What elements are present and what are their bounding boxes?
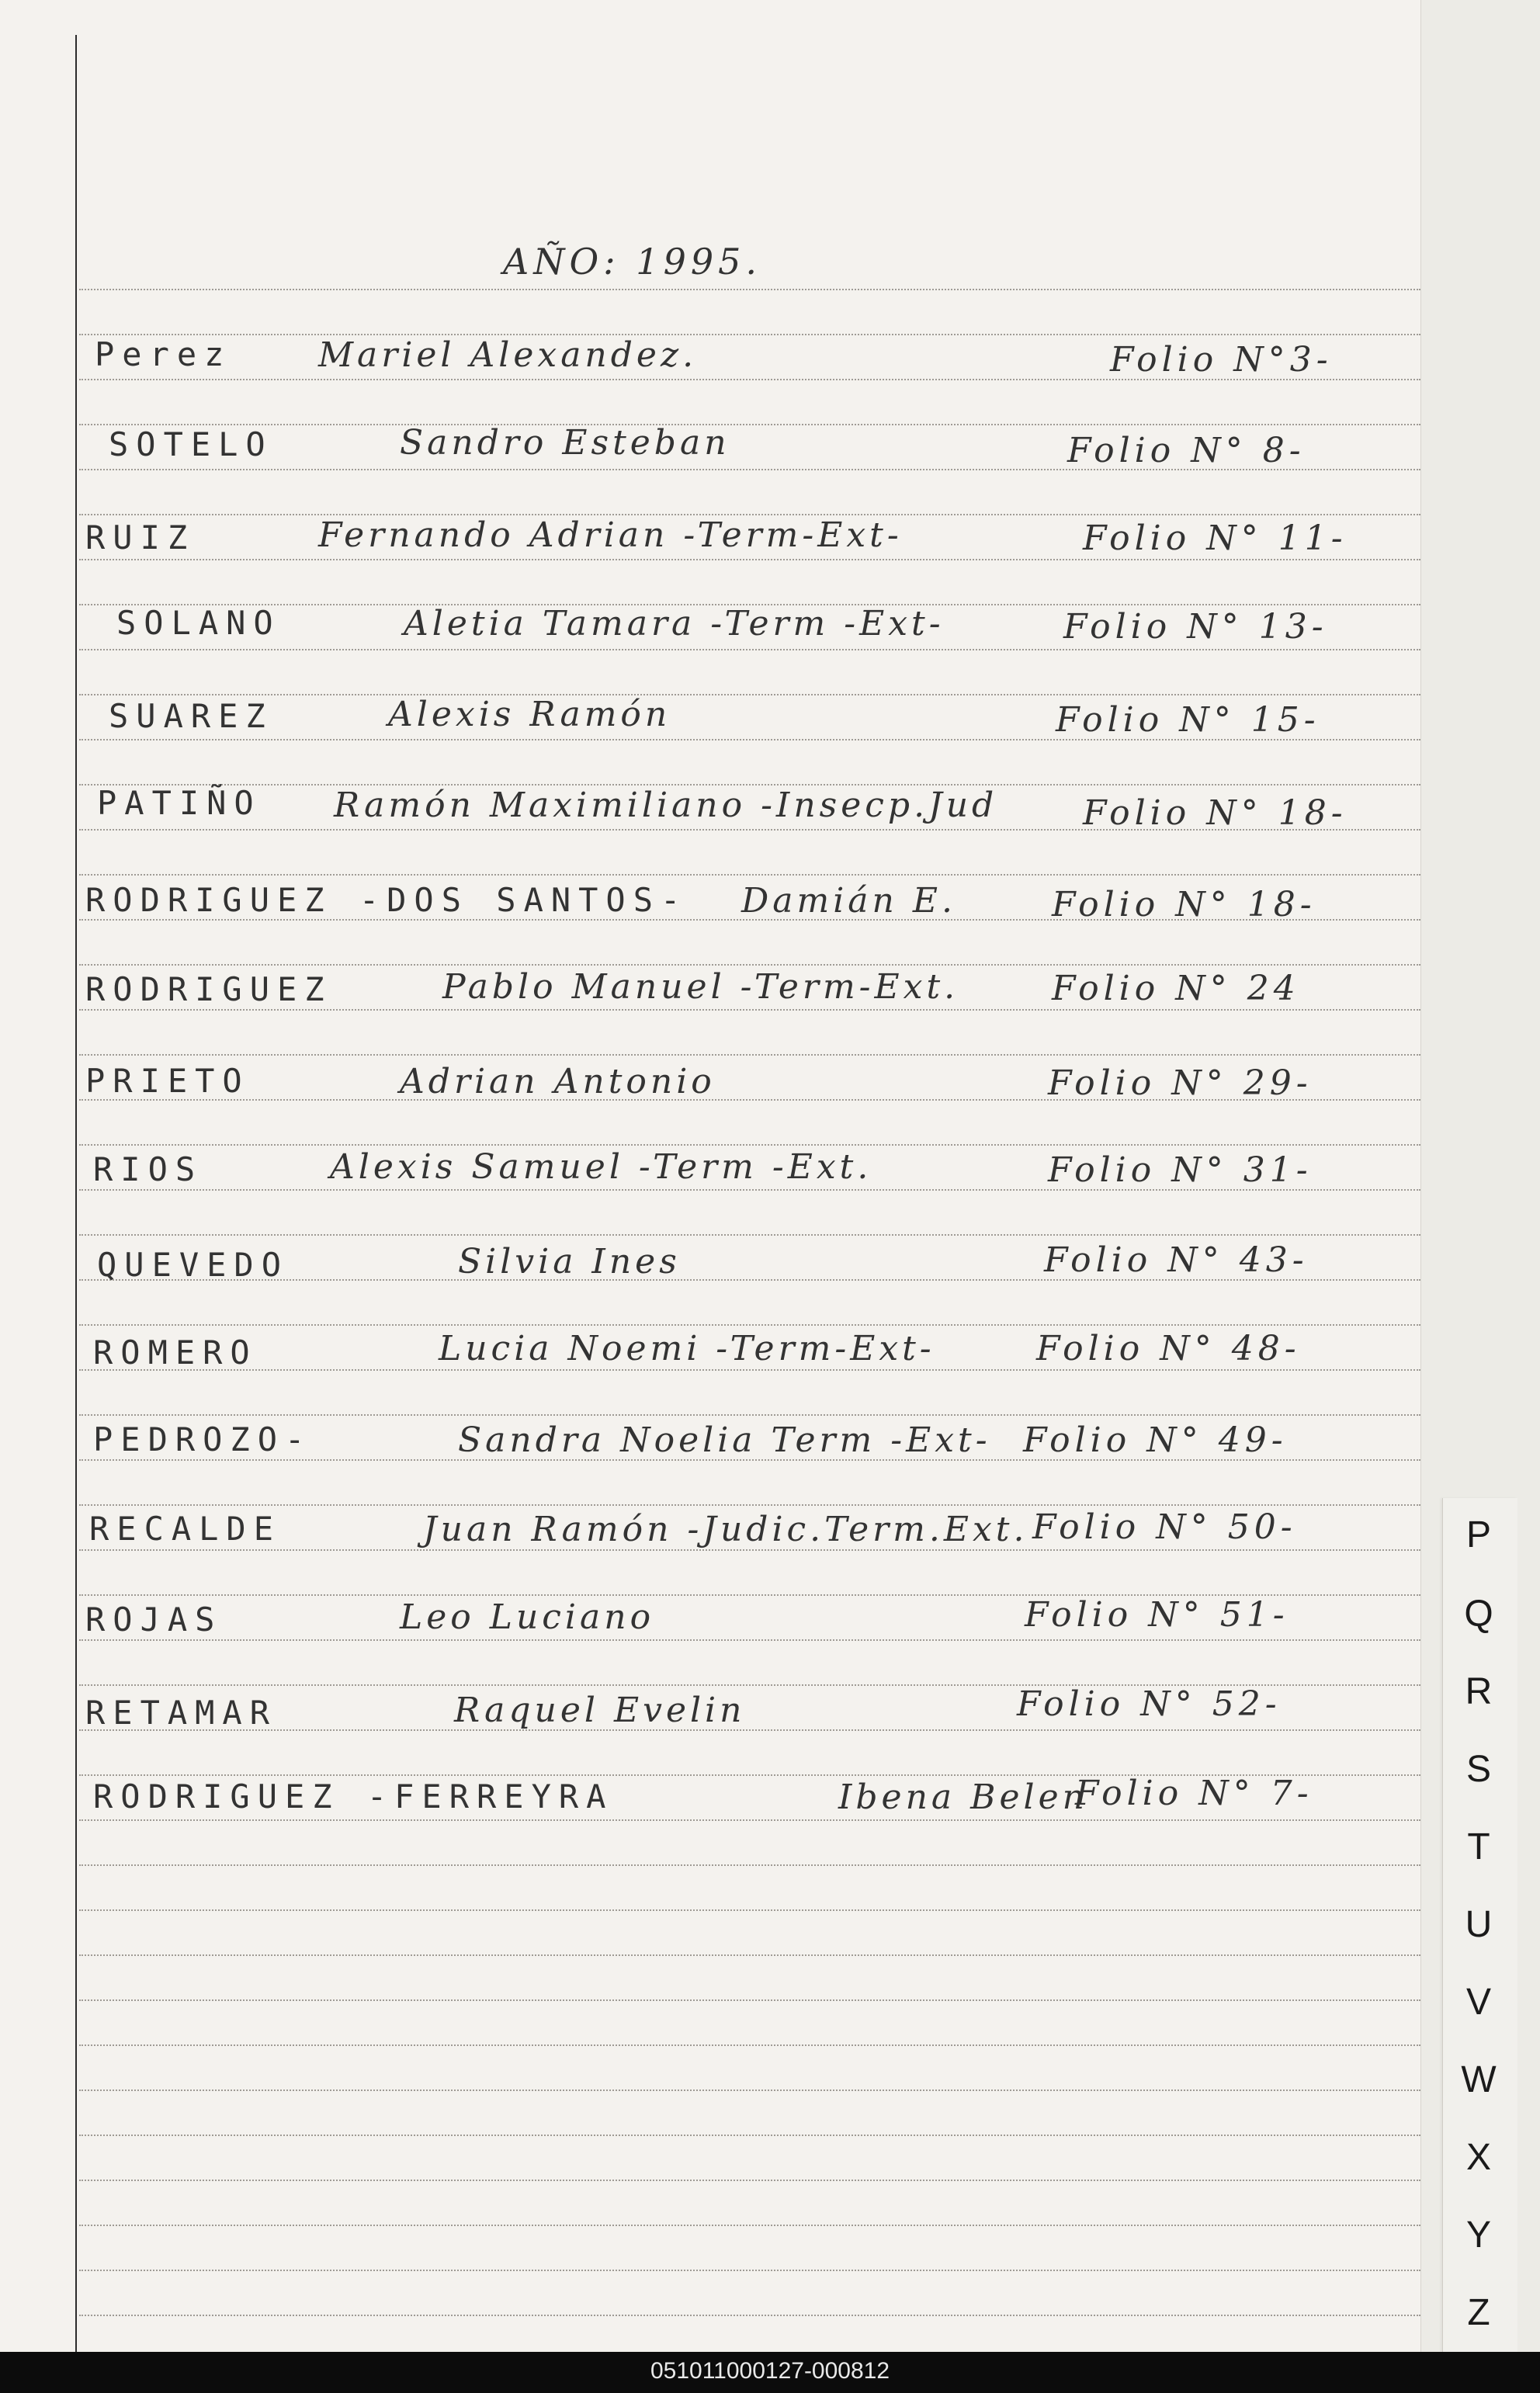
entry-folio: Folio N° 8- <box>1067 431 1306 470</box>
entry-surname: SOLANO <box>116 604 281 642</box>
index-tab-w[interactable]: W <box>1461 2059 1497 2100</box>
ruled-line <box>79 2044 1420 2046</box>
ruled-line <box>79 289 1420 290</box>
entry-folio: Folio N° 51- <box>1025 1595 1289 1635</box>
entry-surname: RODRIGUEZ -DOS SANTOS- <box>85 881 688 919</box>
ruled-line <box>79 1909 1420 1911</box>
entry-names: Alexis Ramón <box>388 695 671 734</box>
ruled-line <box>79 1234 1420 1236</box>
entry-surname: SOTELO <box>109 425 273 463</box>
entry-names: Juan Ramón -Judic.Term.Ext. <box>423 1510 1028 1549</box>
entry-folio: Folio N° 18- <box>1083 793 1348 833</box>
entry-surname: RUIZ <box>85 518 196 557</box>
entry-folio: Folio N° 7- <box>1075 1774 1313 1813</box>
entry-surname: RODRIGUEZ <box>85 970 332 1008</box>
entry-names: Silvia Ines <box>458 1242 681 1281</box>
entry-names: Sandra Noelia Term -Ext- <box>458 1420 991 1460</box>
year-heading: AÑO: 1995. <box>503 241 761 283</box>
index-tab-s[interactable]: S <box>1465 1749 1491 1790</box>
ruled-line <box>79 2180 1420 2181</box>
entry-names: Pablo Manuel -Term-Ext. <box>442 967 959 1007</box>
ruled-line <box>79 2135 1420 2136</box>
entry-names: Alexis Samuel -Term -Ext. <box>330 1147 872 1187</box>
entry-folio: Folio N° 29- <box>1048 1063 1313 1103</box>
ruled-line <box>79 1324 1420 1326</box>
ruled-line <box>79 2090 1420 2091</box>
ruled-line <box>79 1954 1420 1956</box>
entry-folio: Folio N° 52- <box>1017 1684 1282 1724</box>
entry-names: Sandro Esteban <box>400 423 730 463</box>
entry-names: Leo Luciano <box>400 1597 655 1637</box>
ruled-line <box>79 1864 1420 1866</box>
ruled-line <box>79 1999 1420 2001</box>
entry-folio: Folio N° 11- <box>1083 518 1348 558</box>
ruled-line <box>79 694 1420 695</box>
entry-surname: ROJAS <box>85 1601 223 1639</box>
entry-surname: RODRIGUEZ -FERREYRA <box>93 1777 614 1816</box>
ruled-line <box>79 1549 1420 1551</box>
image-id-label: 051011000127-000812 <box>650 2358 890 2384</box>
ruled-line <box>79 964 1420 966</box>
ruled-line <box>79 2315 1420 2316</box>
ruled-line <box>79 649 1420 650</box>
entry-surname: PRIETO <box>85 1062 250 1100</box>
entry-folio: Folio N° 31- <box>1048 1150 1313 1190</box>
entry-surname: PEDROZO- <box>93 1420 313 1458</box>
ruled-line <box>79 1414 1420 1416</box>
entry-names: Adrian Antonio <box>400 1062 716 1101</box>
entry-names: Aletia Tamara -Term -Ext- <box>404 604 945 643</box>
entry-folio: Folio N° 24 <box>1052 969 1300 1008</box>
entry-folio: Folio N°3- <box>1110 340 1333 380</box>
index-tab-u[interactable]: U <box>1465 1904 1493 1945</box>
index-tab-z[interactable]: Z <box>1467 2292 1490 2333</box>
entry-surname: SUAREZ <box>109 697 273 735</box>
ruled-line <box>79 1819 1420 1821</box>
entry-surname: QUEVEDO <box>97 1246 290 1284</box>
ruled-line <box>79 1054 1420 1056</box>
ruled-line <box>79 2225 1420 2226</box>
entry-names: Ramón Maximiliano -Insecp.Jud <box>334 786 998 825</box>
index-tab-t[interactable]: T <box>1467 1826 1490 1868</box>
entry-folio: Folio N° 13- <box>1063 607 1328 647</box>
ruled-line <box>79 334 1420 335</box>
entry-folio: Folio N° 50- <box>1032 1507 1297 1547</box>
index-tab-q[interactable]: Q <box>1464 1594 1493 1635</box>
entry-names: Ibena Belen <box>838 1777 1088 1817</box>
ruled-line <box>79 424 1420 425</box>
ruled-line <box>79 1639 1420 1641</box>
entry-names: Damián E. <box>741 881 956 921</box>
ruled-line <box>79 1144 1420 1146</box>
margin-line <box>75 35 77 2352</box>
entry-surname: RECALDE <box>89 1510 282 1548</box>
ruled-line <box>79 2270 1420 2271</box>
entry-surname: ROMERO <box>93 1333 258 1372</box>
index-tab-x[interactable]: X <box>1465 2137 1491 2178</box>
index-tab-v[interactable]: V <box>1465 1982 1491 2023</box>
entry-folio: Folio N° 15- <box>1056 700 1320 740</box>
ruled-line <box>79 1009 1420 1011</box>
entry-names: Fernando Adrian -Term-Ext- <box>318 515 903 555</box>
entry-surname: PATIÑO <box>97 784 262 822</box>
entry-folio: Folio N° 49- <box>1023 1420 1288 1460</box>
ruled-line <box>79 1369 1420 1371</box>
ruled-line <box>79 559 1420 560</box>
entry-names: Lucia Noemi -Term-Ext- <box>439 1329 935 1368</box>
ruled-line <box>79 1504 1420 1506</box>
index-tab-p[interactable]: P <box>1465 1514 1491 1555</box>
entry-surname: RIOS <box>93 1150 203 1188</box>
entry-folio: Folio N° 48- <box>1036 1329 1301 1368</box>
entry-surname: Perez <box>95 335 232 373</box>
entry-folio: Folio N° 43- <box>1044 1240 1309 1280</box>
entry-surname: RETAMAR <box>85 1694 278 1732</box>
entry-names: Raquel Evelin <box>454 1691 746 1730</box>
entry-folio: Folio N° 18- <box>1052 885 1316 924</box>
entry-names: Mariel Alexandez. <box>318 335 698 375</box>
index-tab-r[interactable]: R <box>1465 1671 1493 1712</box>
ruled-line <box>79 874 1420 876</box>
index-tab-y[interactable]: Y <box>1465 2214 1491 2256</box>
ruled-line <box>79 1729 1420 1731</box>
